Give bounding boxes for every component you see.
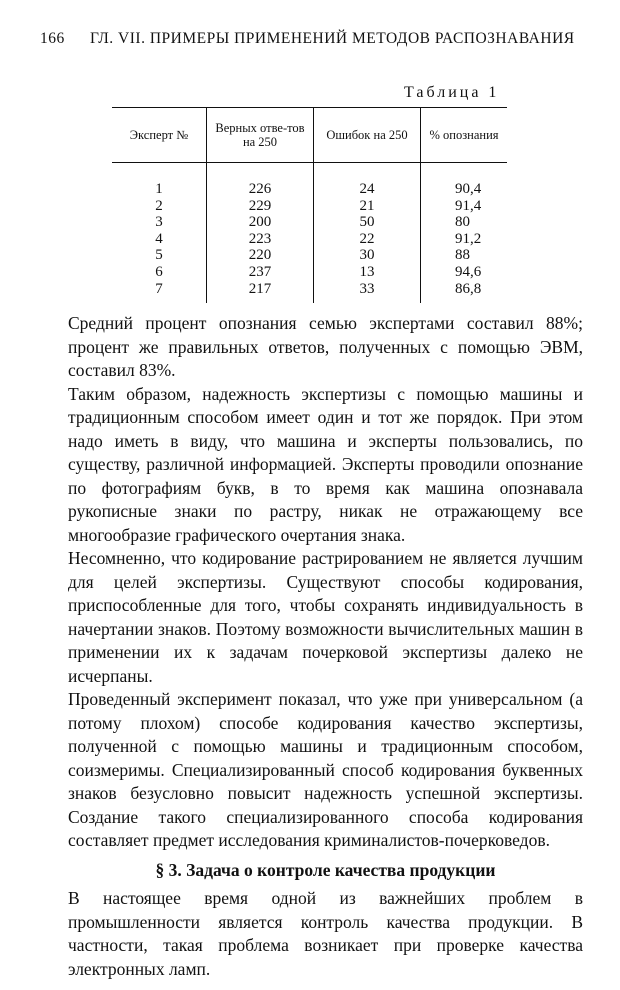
body-text	[68, 312, 583, 981]
paragraph: Несомненно, что кодирование растрированием не является лучшим для целей экспертизы. Существуют способы кодирования, приспособленные для того, чтобы сохранять индивидуальность в начертании знаков. Поэтому возможности вычислительных машин в применении их к задачам почерковой экспертизы далеко не исчерпаны.	[68, 548, 583, 686]
cell-errors: 22	[314, 231, 421, 248]
paragraph: Средний процент опознания семью экспертами составил 88%; процент же правильных ответов, полученных с помощью ЭВМ, составил 83%.	[68, 313, 583, 380]
table-row	[112, 231, 507, 248]
cell-errors: 13	[314, 264, 421, 281]
chapter-title: ГЛ. VII. ПРИМЕРЫ ПРИМЕНЕНИЙ МЕТОДОВ РАСПОЗНАВАНИЯ	[90, 30, 575, 47]
table-row	[112, 181, 507, 198]
header-percent: % опознания	[421, 108, 508, 163]
cell-percent: 91,2	[421, 231, 508, 248]
cell-expert: 6	[155, 263, 163, 280]
paragraph: Проведенный эксперимент показал, что уже при универсальном (а потому плохом) способе кодирования качество экспертизы, полученной с помощью машины и традиционным способом, соизмеримы. Специализированный способ кодирования буквенных знаков безусловно повысит надежность успешной экспертизы. Создание такого специализированного способа кодирования составляет предмет исследования криминалистов-почерковедов.	[68, 689, 583, 850]
cell-correct: 237	[207, 264, 314, 281]
cell-correct: 226	[207, 181, 314, 198]
cell-expert: 4	[155, 230, 163, 247]
cell-expert: 2	[155, 197, 163, 214]
table-caption: Таблица 1	[404, 84, 500, 101]
results-table	[112, 107, 507, 303]
page-number: 166	[40, 30, 65, 47]
section-title: § 3. Задача о контроле качества продукции	[155, 859, 496, 880]
table-spacer-row	[112, 163, 507, 182]
table-row	[112, 214, 507, 231]
table-row	[112, 281, 507, 304]
cell-correct: 217	[207, 281, 314, 304]
cell-correct: 223	[207, 231, 314, 248]
cell-expert: 7	[155, 280, 163, 297]
cell-percent: 90,4	[421, 181, 508, 198]
cell-expert: 5	[155, 247, 163, 264]
cell-percent: 80	[421, 214, 508, 231]
cell-percent: 86,8	[421, 281, 508, 304]
cell-errors: 21	[314, 198, 421, 215]
cell-errors: 33	[314, 281, 421, 304]
paragraph: Таким образом, надежность экспертизы с помощью машины и традиционным способом имеет один и тот же порядок. При этом надо иметь в виду, что машина и эксперты пользовались, по существу, различной информацией. Эксперты проводили опознание по фотографиям букв, в то время как машина опознавала рукописные знаки по растру, никак не отражающему все многообразие графического очертания знака.	[68, 383, 583, 545]
header-expert: Эксперт №	[112, 108, 207, 163]
table-header-row	[112, 108, 507, 163]
header-errors: Ошибок на 250	[314, 108, 421, 163]
table-row	[112, 264, 507, 281]
cell-correct: 200	[207, 214, 314, 231]
paragraph: В настоящее время одной из важнейших проблем в промышленности является контроль качества продукции. В частности, такая проблема возникает при проверке качества электронных ламп.	[68, 888, 583, 979]
cell-percent: 88	[421, 247, 508, 264]
cell-errors: 50	[314, 214, 421, 231]
cell-correct: 229	[207, 198, 314, 215]
cell-percent: 94,6	[421, 264, 508, 281]
cell-expert: 1	[155, 181, 163, 197]
cell-errors: 30	[314, 247, 421, 264]
header-correct: Верных отве-тов на 250	[207, 108, 314, 163]
running-header	[40, 30, 585, 48]
cell-errors: 24	[314, 181, 421, 198]
cell-percent: 91,4	[421, 198, 508, 215]
table-row	[112, 247, 507, 264]
table-row	[112, 198, 507, 215]
cell-correct: 220	[207, 247, 314, 264]
cell-expert: 3	[155, 214, 163, 231]
